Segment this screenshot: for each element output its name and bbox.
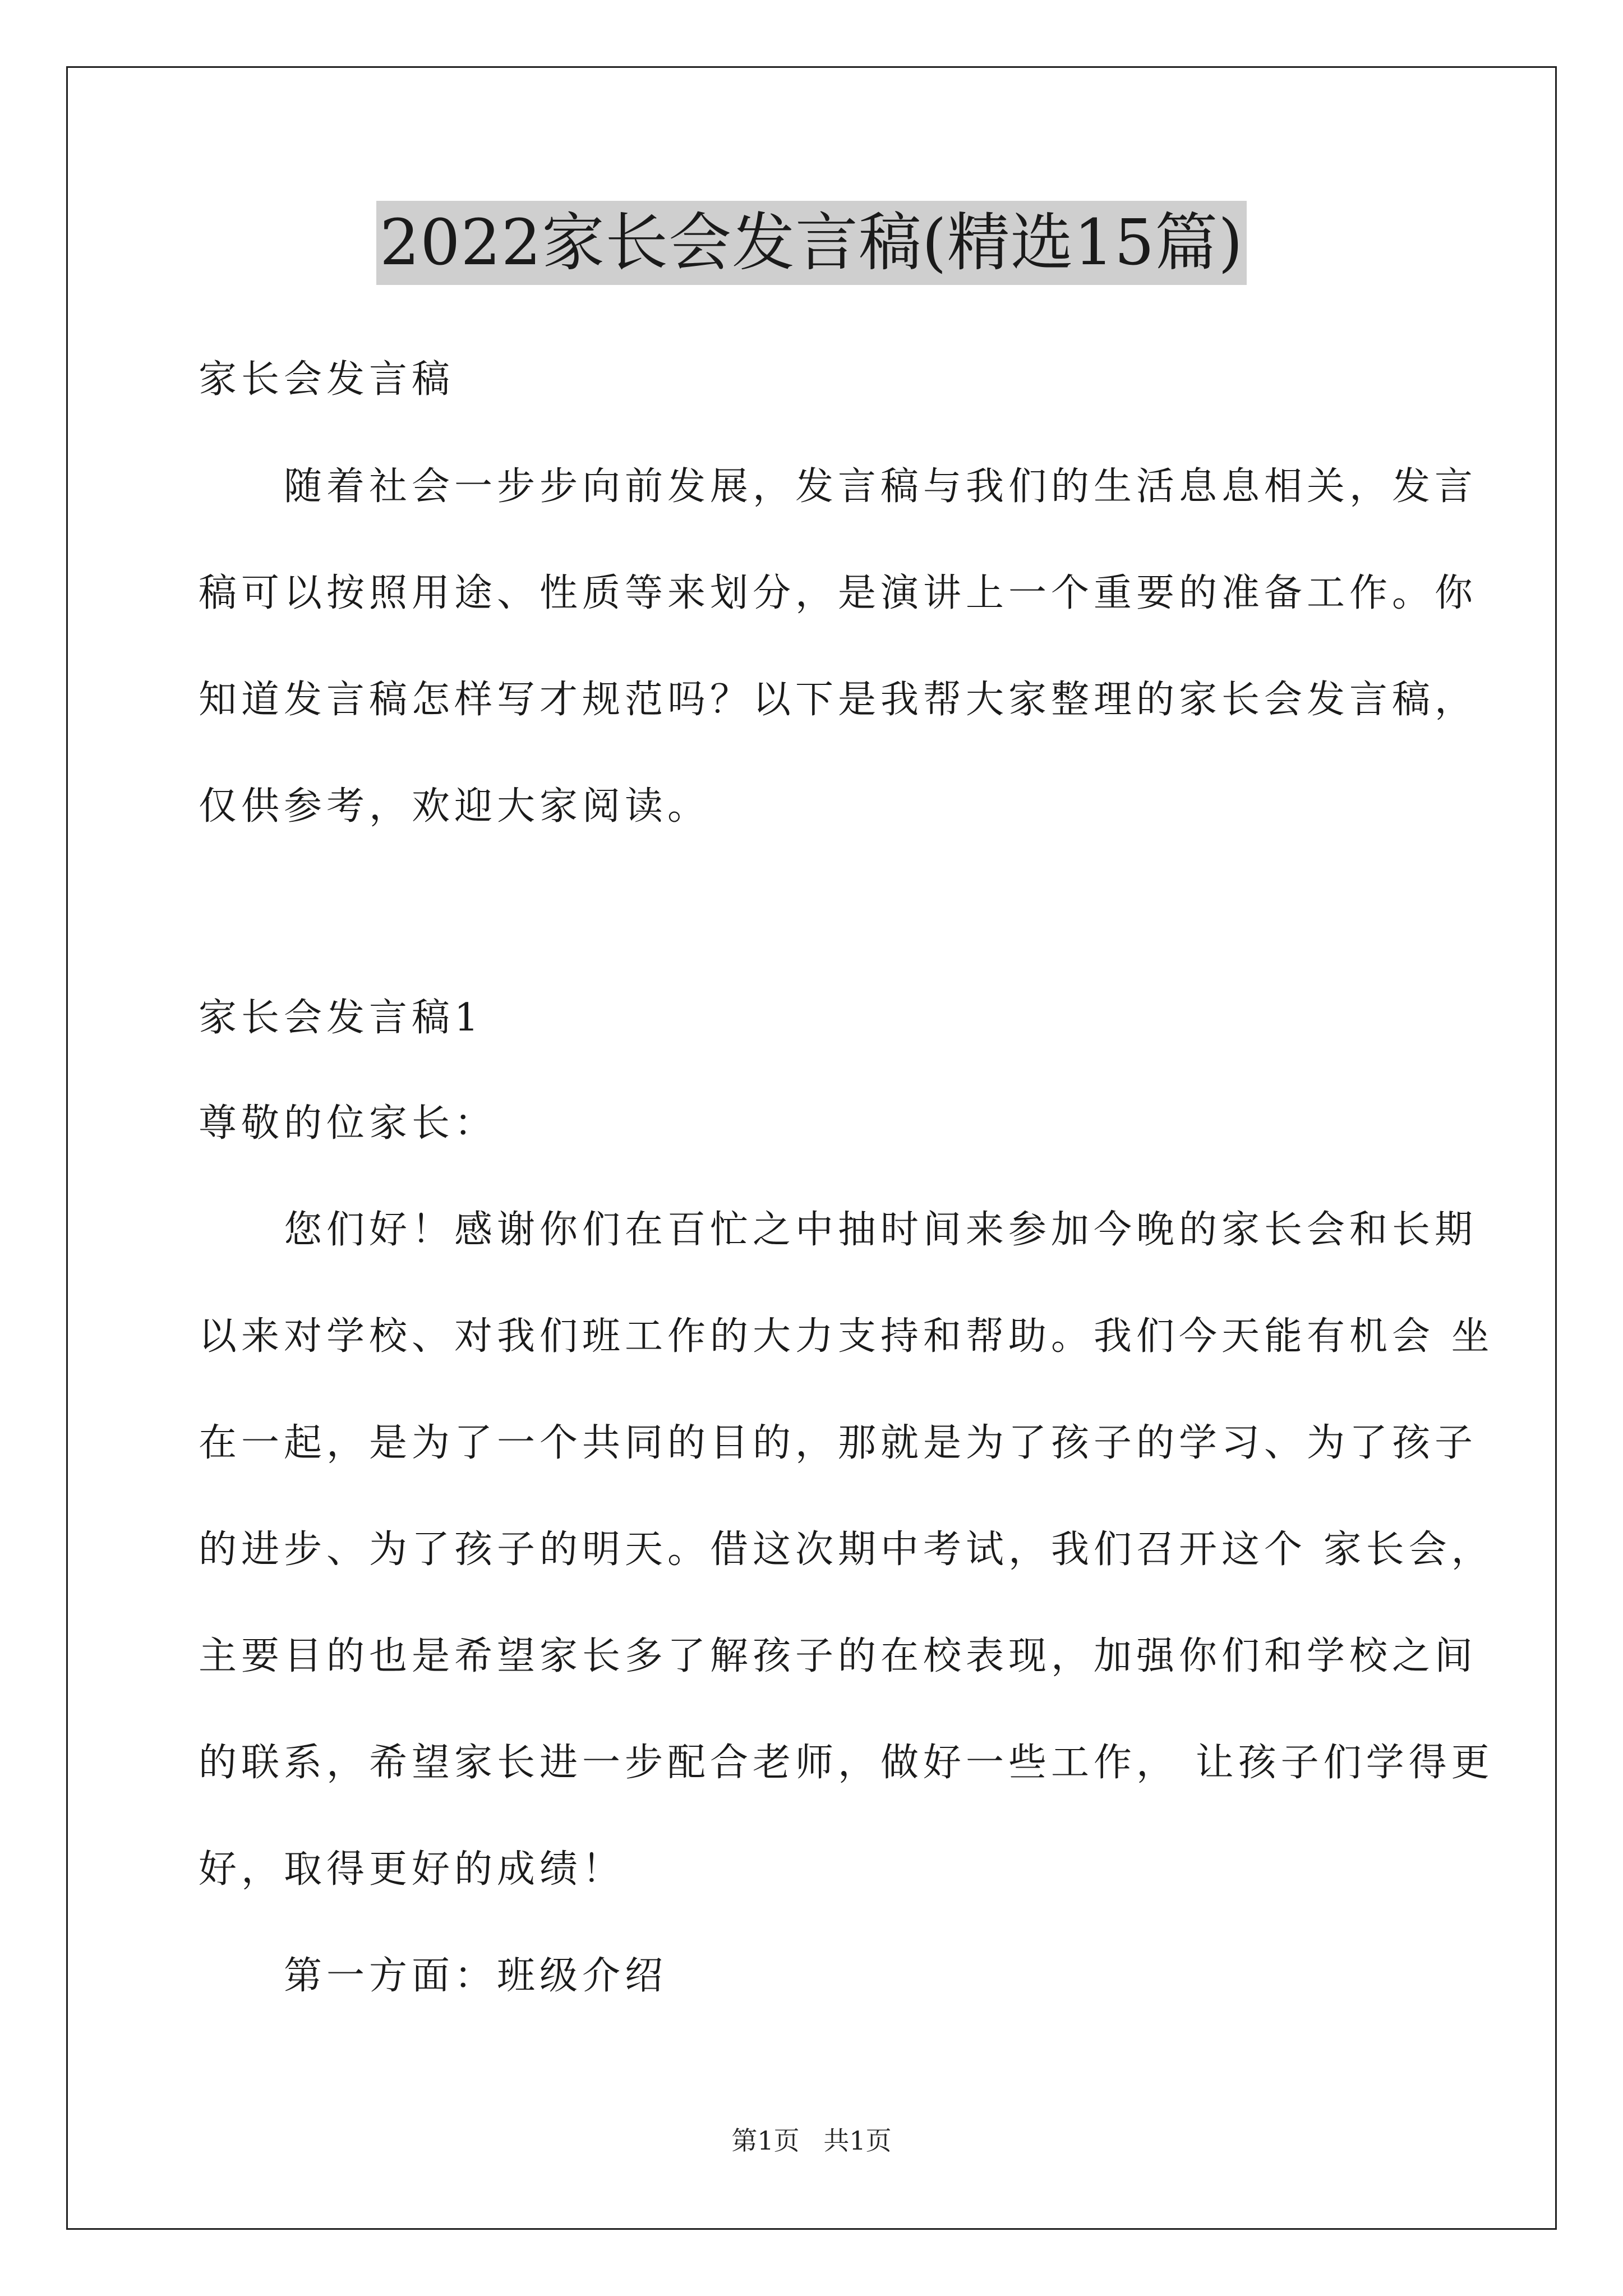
paragraph-line: 知道发言稿怎样写才规范吗？以下是我帮大家整理的家长会发言稿， [199,678,1478,722]
paragraph-line: 好，取得更好的成绩！ [199,1847,625,1892]
title-container [0,201,1623,285]
paragraph-line: 主要目的也是希望家长多了解孩子的在校表现，加强你们和学校之间 [199,1634,1478,1678]
paragraph-line: 随着社会一步步向前发展，发言稿与我们的生活息息相关，发言 [199,464,1478,509]
paragraph-line: 的进步、为了孩子的明天。借这次期中考试，我们召开这个 家长会， [199,1527,1494,1572]
paragraph-line: 仅供参考，欢迎大家阅读。 [199,784,711,829]
section-heading: 家长会发言稿 [199,357,455,402]
salutation: 尊敬的位家长： [199,1101,497,1145]
page-total: 共1页 [823,2125,892,2156]
paragraph-line: 的联系，希望家长进一步配合老师，做好一些工作， 让孩子们学得更 [199,1741,1494,1785]
section-heading: 家长会发言稿1 [199,996,483,1040]
page-number: 第1页 [731,2125,800,2156]
paragraph-line: 以来对学校、对我们班工作的大力支持和帮助。我们今天能有机会 坐 [199,1314,1494,1359]
page-footer [0,2124,1623,2157]
paragraph-line: 在一起，是为了一个共同的目的，那就是为了孩子的学习、为了孩子 [199,1421,1478,1465]
paragraph-line: 您们好！感谢你们在百忙之中抽时间来参加今晚的家长会和长期 [199,1208,1478,1252]
paragraph-line: 稿可以按照用途、性质等来划分，是演讲上一个重要的准备工作。你 [199,571,1478,615]
document-title: 2022家长会发言稿(精选15篇) [376,201,1247,285]
subsection-heading: 第一方面：班级介绍 [199,1954,668,1998]
